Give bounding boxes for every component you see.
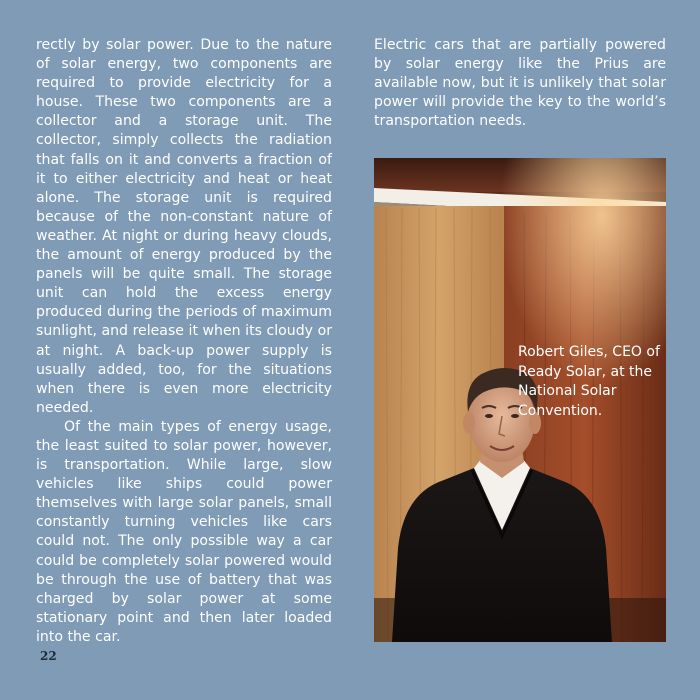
right-paragraph-1: Electric cars that are partially powered by solar energy like the Prius are available now, but it is unlikely that solar power will provide the key to the world’s transportation needs. — [374, 37, 666, 130]
left-column — [36, 36, 332, 647]
left-paragraph-2: Of the main types of energy usage, the least suited to solar power, however, is transportation. While large, slow vehicles like ships could power themselves with large solar panels, small constantly turning vehicles like cars could not. The only possible way a car could be completely solar powered would be through the use of battery that was charged by solar power at some stationary point and then later loaded into the car. — [36, 418, 332, 645]
right-column — [374, 36, 666, 131]
photo-caption: Robert Giles, CEO of Ready Solar, at the National Solar Convention. — [518, 344, 660, 419]
left-paragraph-1: rectly by solar power. Due to the nature of solar energy, two components are required to provide electricity for a house. These two components are a collector and a storage unit. The collector, simply collects the radiation that falls on it and converts a fraction of it to either electricity and heat or heat alone. The storage unit is required because of the non-constant nature of weather. At night or during heavy clouds, the amount of energy produced by the panels will be quite small. The storage unit can hold the excess energy produced during the periods of maximum sunlight, and release it when its cloudy or at night. A back-up power supply is usually added, too, for the situations when there is even more electricity needed. — [36, 37, 332, 416]
page-number: 22 — [40, 649, 57, 663]
